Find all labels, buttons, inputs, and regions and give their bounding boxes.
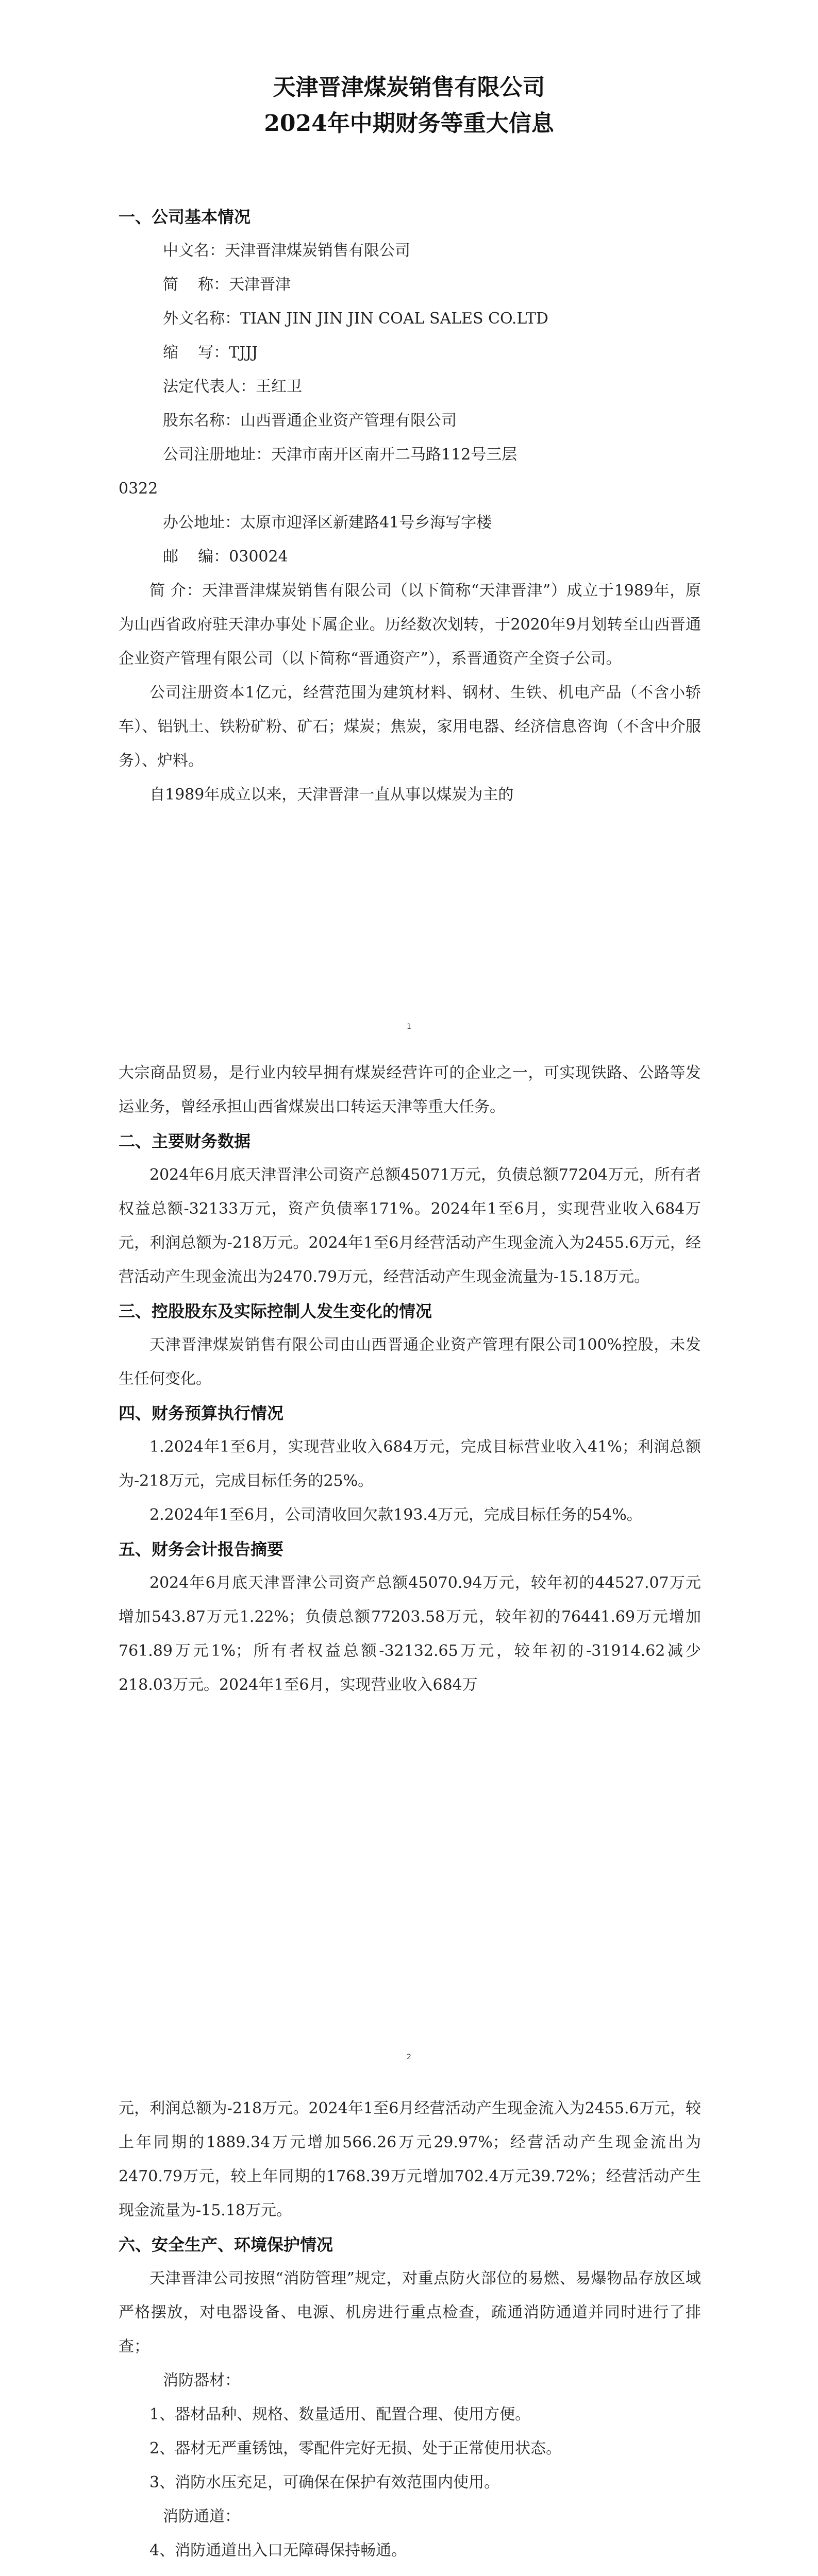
section-heading: 五、财务会计报告摘要	[119, 1539, 284, 1559]
section-heading: 六、安全生产、环境保护情况	[119, 2235, 333, 2255]
controlling-shareholder-text: 天津晋津煤炭销售有限公司由山西晋通企业资产管理有限公司100%控股，未发生任何变化。	[119, 1336, 701, 1388]
fire-equipment-item: 2、器材无严重锈蚀，零配件完好无损、处于正常使用状态。	[149, 2439, 562, 2458]
financial-report-part2: 元，利润总额为-218万元。2024年1至6月经营活动产生现金流入为2455.6万元，较上年同期的1889.34万元增加566.26万元29.97%；经营活动产生现金流出为2470.79万元，较上年同期的1768.39万元增加702.4万元39.72%；经营活动产生现金流量为-15.18万元。	[119, 2099, 701, 2219]
safety-text: 天津晋津公司按照“消防管理”规定，对重点防火部位的易燃、易爆物品存放区域严格摆放，对电器设备、电源、机房进行重点检查，疏通消防通道并同时进行了排查；	[119, 2269, 701, 2355]
fire-equipment-heading: 消防器材：	[163, 2371, 240, 2389]
company-cn-name: 中文名：天津晋津煤炭销售有限公司	[163, 242, 410, 260]
zip-code: 邮 编：030024	[163, 548, 288, 566]
fire-equipment-item: 1、器材品种、规格、数量适用、配置合理、使用方便。	[149, 2405, 531, 2424]
section-heading: 二、主要财务数据	[119, 1131, 251, 1151]
shareholder-name: 股东名称：山西晋通企业资产管理有限公司	[163, 412, 457, 430]
financial-report-part1: 2024年6月底天津晋津公司资产总额45070.94万元，较年初的44527.07万元增加543.87万元1.22%；负债总额77203.58万元，较年初的76441.69万元增加761.89万元1%；所有者权益总额-32132.65万元，较年初的-31914.62减少218.03万元。2024年1至6月，实现营业收入684万	[119, 1574, 701, 1694]
company-intro: 简 介：天津晋津煤炭销售有限公司（以下简称“天津晋津”）成立于1989年，原为山西省政府驻天津办事处下属企业。历经数次划转，于2020年9月划转至山西晋通企业资产管理有限公司（以下简称“晋通资产”），系晋通资产全资子公司。	[119, 582, 701, 668]
registered-address: 公司注册地址：天津市南开区南开二马路112号三层	[163, 446, 517, 464]
business-scope: 公司注册资本1亿元，经营范围为建筑材料、钢材、生铁、机电产品（不含小轿车）、铝钒土、铁粉矿粉、矿石；煤炭；焦炭，家用电器、经济信息咨询（不含中介服务）、炉料。	[119, 684, 701, 770]
company-history-part2: 大宗商品贸易，是行业内较早拥有煤炭经营许可的企业之一，可实现铁路、公路等发运业务，曾经承担山西省煤炭出口转运天津等重大任务。	[119, 1064, 701, 1116]
registered-address-cont: 0322	[119, 480, 158, 498]
page-number: 2	[407, 2053, 411, 2061]
document-title-line1: 天津晋津煤炭销售有限公司	[273, 74, 545, 100]
fire-passage-heading: 消防通道：	[163, 2507, 240, 2526]
page-3-body	[119, 2092, 701, 2576]
section-heading: 一、公司基本情况	[119, 207, 251, 227]
document-title-line2: 2024年中期财务等重大信息	[264, 110, 554, 137]
budget-item-2: 2.2024年1至6月，公司清收回欠款193.4万元，完成目标任务的54%。	[149, 1506, 642, 1524]
legal-representative: 法定代表人：王红卫	[163, 378, 302, 396]
financial-data-text: 2024年6月底天津晋津公司资产总额45071万元，负债总额77204万元，所有者权益总额-32133万元，资产负债率171%。2024年1至6月，实现营业收入684万元，利润总额为-218万元。2024年1至6月经营活动产生现金流入为2455.6万元，经营活动产生现金流出为2470.79万元，经营活动产生现金流量为-15.18万元。	[119, 1166, 701, 1286]
office-address: 办公地址：太原市迎泽区新建路41号乡海写字楼	[163, 514, 492, 532]
section-heading: 三、控股股东及实际控制人发生变化的情况	[119, 1301, 432, 1321]
page-number: 1	[407, 1023, 411, 1031]
company-en-name: 外文名称：TIAN JIN JIN JIN COAL SALES CO.LTD	[163, 310, 548, 328]
fire-passage-item: 4、消防通道出入口无障碍保持畅通。	[149, 2541, 407, 2560]
company-abbr: 缩 写：TJJJ	[163, 344, 258, 362]
fire-equipment-item: 3、消防水压充足，可确保在保护有效范围内使用。	[149, 2473, 500, 2492]
company-short-name: 简 称：天津晋津	[163, 276, 291, 294]
page-2-body	[119, 1056, 701, 1702]
fire-passage-item	[119, 2568, 701, 2576]
section-company-info	[119, 200, 701, 812]
company-history-part1: 自1989年成立以来，天津晋津一直从事以煤炭为主的	[149, 786, 514, 804]
section-heading: 四、财务预算执行情况	[119, 1403, 284, 1423]
budget-item-1: 1.2024年1至6月，实现营业收入684万元，完成目标营业收入41%；利润总额为-218万元，完成目标任务的25%。	[119, 1438, 701, 1490]
